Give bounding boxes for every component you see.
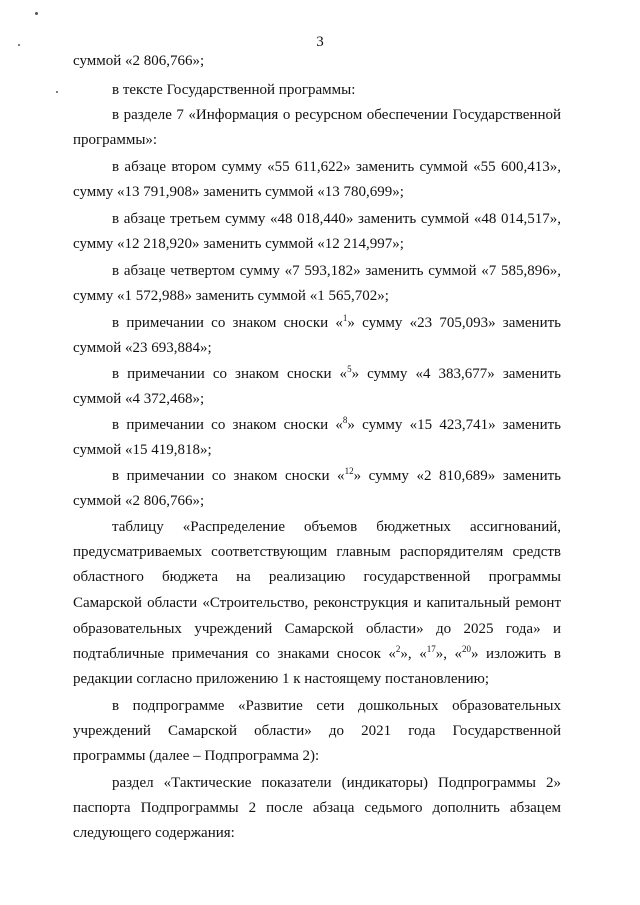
text-line: суммой «2 806,766»; xyxy=(73,53,205,69)
text-line: суммой «4 372,468»; xyxy=(73,391,205,407)
text-line: таблицу «Распределение объемов бюджетных ассигнований, xyxy=(112,519,561,535)
text-line: в абзаце четвертом сумму «7 593,182» заменить суммой «7 585,896», xyxy=(112,263,561,279)
footnote-mark: 2 xyxy=(395,644,401,654)
text-line: программы (далее – Подпрограмма 2): xyxy=(73,748,320,764)
text-line: раздел «Тактические показатели (индикаторы) Подпрограммы 2» xyxy=(112,775,561,791)
text-line: в тексте Государственной программы: xyxy=(112,82,356,98)
text-line: образовательных учреждений Самарской области» до 2025 года» и xyxy=(73,621,561,637)
text-line: в примечании со знаком сноски «$^8$» сумму «15 423,741» заменить xyxy=(112,415,561,433)
text-line: Самарской области «Строительство, реконструкция и капитальный ремонт xyxy=(73,595,561,611)
text-line: редакции согласно приложению 1 к настоящему постановлению; xyxy=(73,671,489,687)
text-line: сумму «13 791,908» заменить суммой «13 780,699»; xyxy=(73,184,404,200)
text-line: программы»: xyxy=(73,132,158,148)
text-line: подтабличные примечания со знаками сносок «$^2$», «$^{17}$», «$^{20}$» изложить в xyxy=(73,644,562,662)
footnote-mark: 20 xyxy=(462,644,471,654)
text-line: паспорта Подпрограммы 2 после абзаца седьмого дополнить абзацем xyxy=(73,800,561,816)
footnote-mark: 1 xyxy=(342,313,348,323)
text-line: в абзаце третьем сумму «48 018,440» заменить суммой «48 014,517», xyxy=(112,211,561,227)
text-line: в подпрограмме «Развитие сети дошкольных образовательных xyxy=(112,698,561,714)
text-line: в разделе 7 «Информация о ресурсном обеспечении Государственной xyxy=(112,107,561,123)
text-line: в примечании со знаком сноски «$^1$» сумму «23 705,093» заменить xyxy=(112,313,561,331)
text-line: следующего содержания: xyxy=(73,825,235,841)
text-line: областного бюджета на реализацию государственной программы xyxy=(73,569,561,585)
footnote-mark: 5 xyxy=(347,364,352,374)
text-line: суммой «2 806,766»; xyxy=(73,493,205,509)
text-line: сумму «12 218,920» заменить суммой «12 214,997»; xyxy=(73,236,404,252)
scan-speck xyxy=(56,91,58,93)
footnote-mark: 12 xyxy=(344,466,354,476)
text-line: в примечании со знаком сноски «$^5$» сумму «4 383,677» заменить xyxy=(112,364,561,382)
text-line: в абзаце втором сумму «55 611,622» заменить суммой «55 600,413», xyxy=(112,159,561,175)
text-line: учреждений Самарской области» до 2021 года Государственной xyxy=(73,723,561,739)
footnote-mark: 8 xyxy=(342,415,348,425)
text-line: предусматриваемых соответствующим главным распорядителям средств xyxy=(73,544,561,560)
text-line: суммой «23 693,884»; xyxy=(73,340,212,356)
scan-speck xyxy=(35,12,38,15)
scan-speck xyxy=(18,44,20,46)
footnote-mark: 17 xyxy=(426,644,436,654)
text-line: суммой «15 419,818»; xyxy=(73,442,212,458)
text-line: в примечании со знаком сноски «$^{12}$» сумму «2 810,689» заменить xyxy=(112,466,561,484)
page-number: 3 xyxy=(316,34,324,50)
text-line: сумму «1 572,988» заменить суммой «1 565,702»; xyxy=(73,288,389,304)
